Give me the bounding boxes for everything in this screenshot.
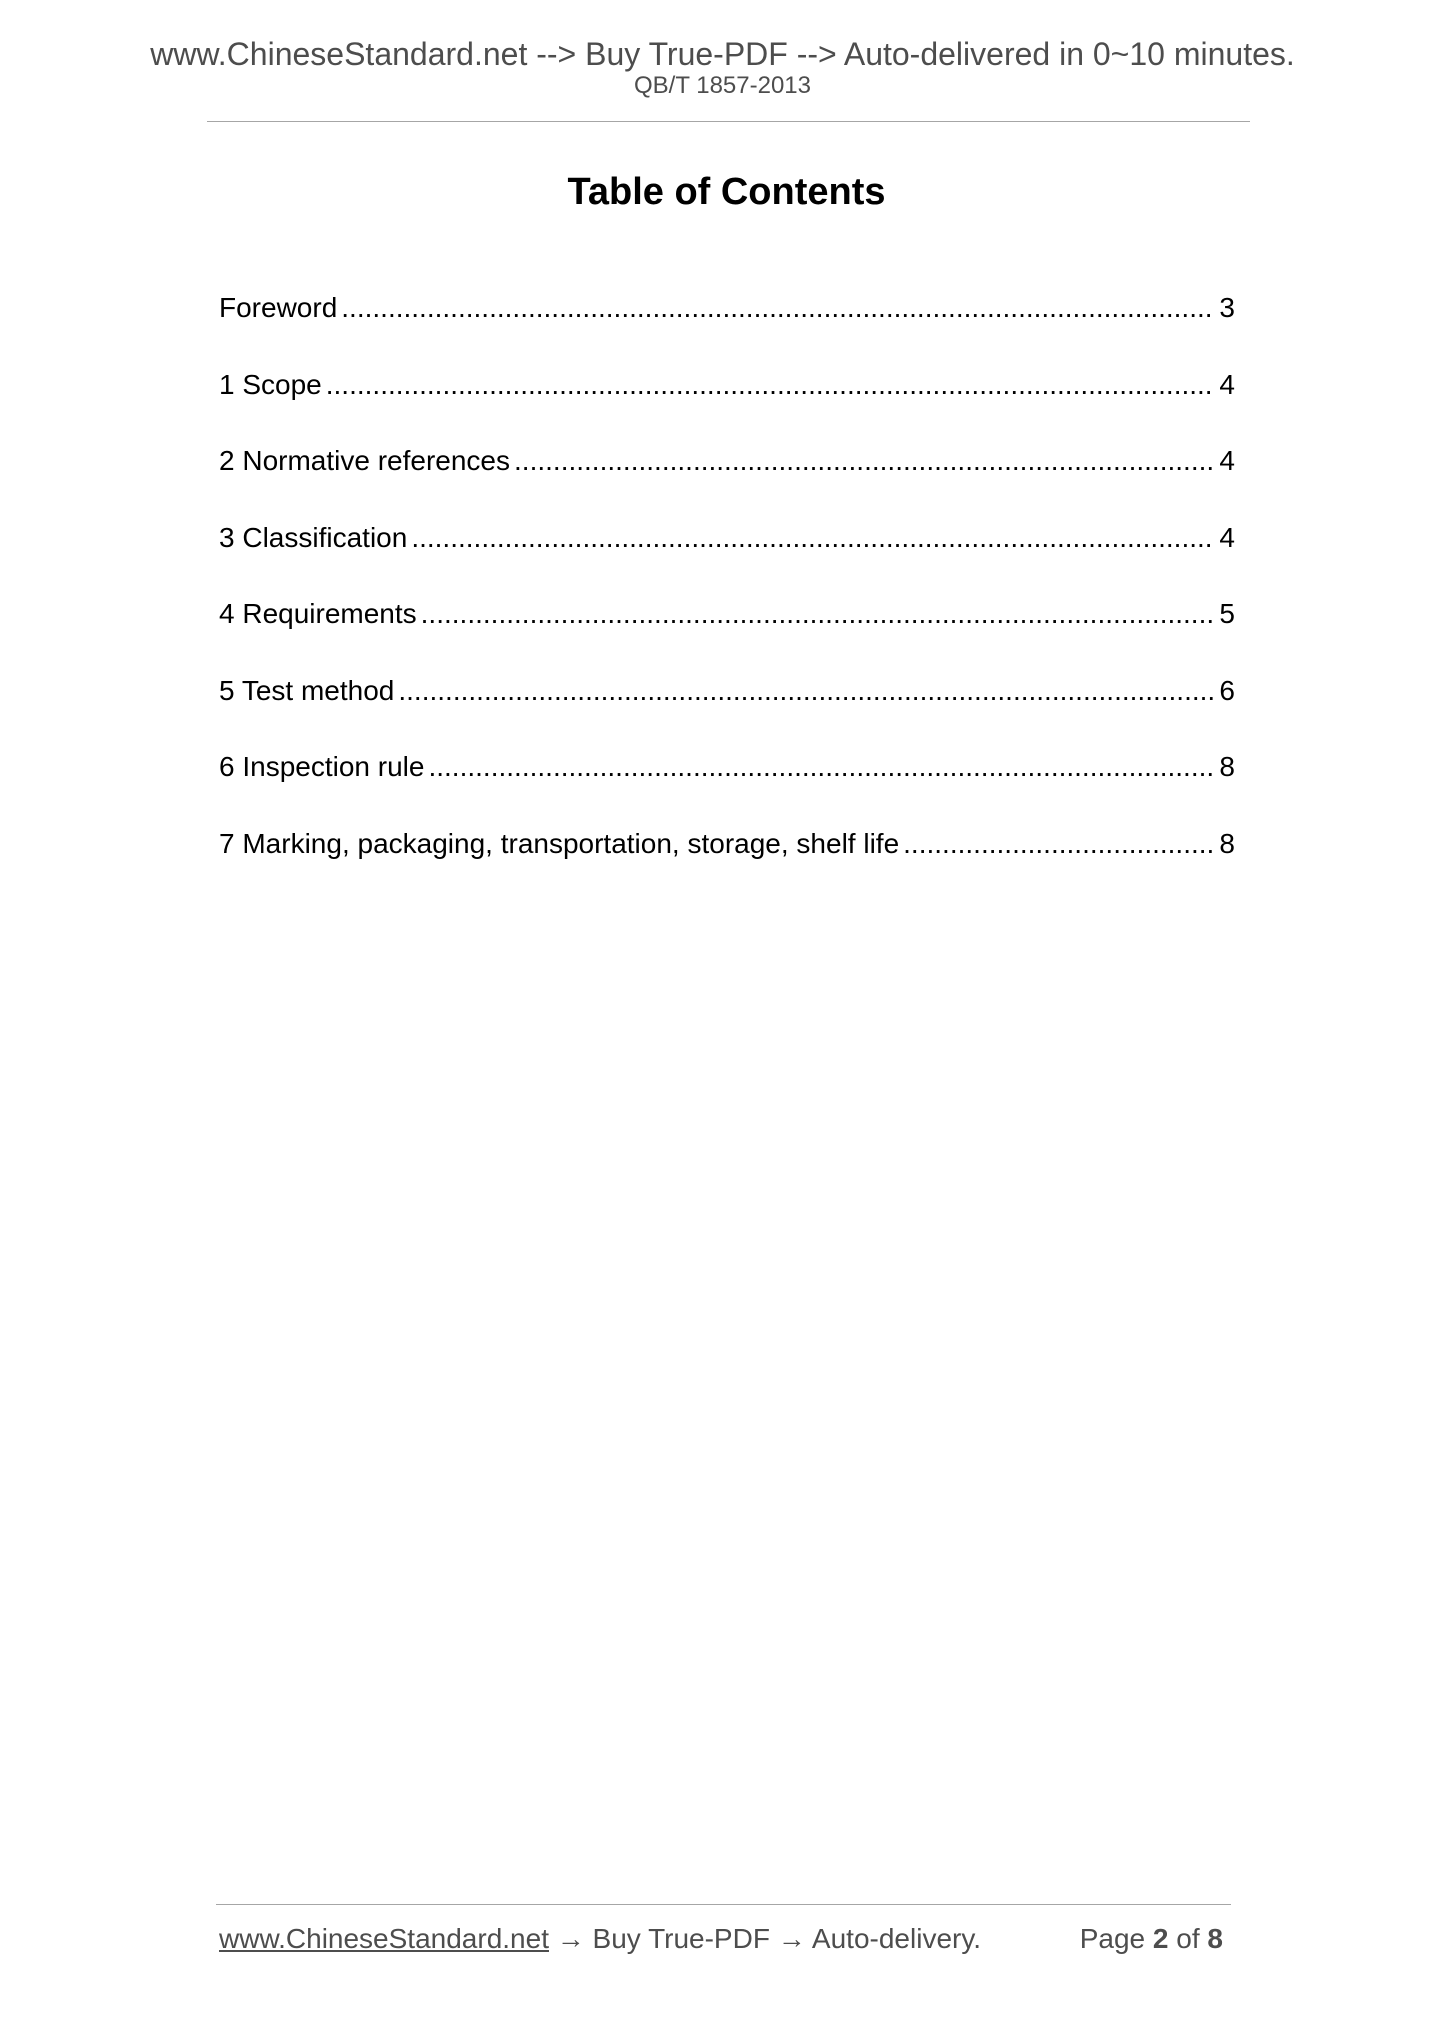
- toc-dot-leader: [398, 671, 1215, 711]
- total-pages-number: 8: [1207, 1923, 1223, 1954]
- footer-promo: [219, 1925, 981, 1953]
- toc-entry-page: 4: [1219, 521, 1235, 553]
- toc-entry-requirements[interactable]: [219, 594, 1235, 671]
- toc-entry-label: 1 Scope: [219, 368, 322, 400]
- toc-entry-label: 7 Marking, packaging, transportation, storage, shelf life: [219, 827, 900, 859]
- toc-entry-page: 4: [1219, 445, 1235, 476]
- document-code: QB/T 1857-2013: [633, 72, 811, 99]
- toc-dot-leader: [903, 824, 1215, 864]
- toc-dot-leader: [326, 365, 1216, 405]
- toc-dot-leader: [411, 518, 1215, 558]
- toc-dot-leader: [341, 288, 1215, 328]
- toc-entry-page: 3: [1219, 292, 1235, 323]
- toc-dot-leader: [421, 594, 1216, 634]
- toc-entry-label: Foreword: [219, 292, 338, 323]
- toc-entry-page: 6: [1219, 674, 1235, 706]
- footer-site-link[interactable]: www.ChineseStandard.net: [219, 1923, 549, 1954]
- header-divider: [207, 121, 1250, 122]
- toc-entry-classification[interactable]: [219, 518, 1235, 595]
- footer-tagline: → Buy True-PDF → Auto-delivery.: [548, 1923, 982, 1954]
- toc-entry-label: 5 Test method: [219, 674, 395, 706]
- footer-divider: [216, 1904, 1231, 1905]
- page-indicator: [1080, 1925, 1223, 1953]
- toc-entry-normative-references[interactable]: [219, 441, 1235, 518]
- toc-list: [219, 288, 1235, 900]
- toc-dot-leader: [514, 441, 1215, 481]
- toc-entry-test-method[interactable]: [219, 671, 1235, 748]
- toc-entry-scope[interactable]: [219, 365, 1235, 442]
- current-page-number: 2: [1152, 1923, 1169, 1954]
- toc-entry-label: 4 Requirements: [219, 598, 417, 629]
- of-word: of: [1176, 1923, 1200, 1954]
- toc-entry-page: 5: [1219, 598, 1235, 629]
- toc-title: Table of Contents: [567, 171, 886, 213]
- toc-entry-label: 6 Inspection rule: [219, 751, 425, 782]
- toc-entry-foreword[interactable]: [219, 288, 1235, 365]
- toc-entry-page: 8: [1219, 827, 1235, 859]
- toc-entry-page: 4: [1219, 368, 1235, 400]
- toc-entry-label: 3 Classification: [219, 521, 408, 553]
- toc-entry-label: 2 Normative references: [219, 445, 511, 476]
- page-word: Page: [1079, 1923, 1146, 1954]
- toc-dot-leader: [428, 747, 1215, 787]
- toc-entry-inspection-rule[interactable]: [219, 747, 1235, 824]
- top-banner: www.ChineseStandard.net --> Buy True-PDF --> Auto-delivered in 0~10 minutes.: [150, 36, 1295, 72]
- toc-entry-marking-packaging[interactable]: [219, 824, 1235, 901]
- toc-entry-page: 8: [1219, 751, 1235, 782]
